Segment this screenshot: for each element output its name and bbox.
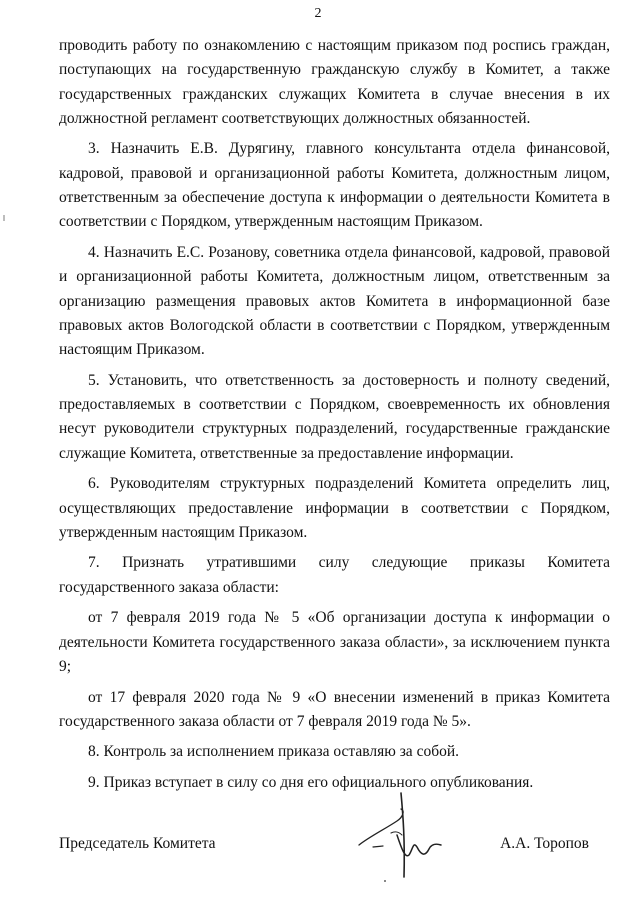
handwritten-signature <box>355 785 450 885</box>
paragraph-item-3: 3. Назначить Е.В. Дурягину, главного консультанта отдела финансовой, кадровой, правовой и организационной работы Комитета, должностным лицом, ответственным за обеспечение доступа к информации о деятельности Комитета в соответствии с Порядком, утвержденным настоящим Приказом. <box>59 140 610 231</box>
paragraph-item-9: 9. Приказ вступает в силу со дня его официального опубликования. <box>88 773 534 791</box>
page-number: 2 <box>314 6 322 21</box>
document-body <box>59 34 610 802</box>
signature-block <box>59 835 589 859</box>
paragraph-item-7: 7. Признать утратившими силу следующие приказы Комитета государственного заказа области: <box>59 554 610 596</box>
scan-margin-mark <box>3 215 5 221</box>
paragraph-item-4: 4. Назначить Е.С. Розанову, советника отдела финансовой, кадровой, правовой и организационной работы Комитета, должностным лицом, ответственным за организацию размещения правовых актов Комитета в информационной базе правовых актов Вологодской области в соответствии с Порядком, утвержденным настоящим Приказом. <box>59 243 610 359</box>
repealed-order-2: от 17 февраля 2020 года № 9 «О внесении изменений в приказ Комитета государственного заказа области от 7 февраля 2019 года № 5». <box>59 688 610 730</box>
signatory-name: А.А. Торопов <box>500 835 589 852</box>
signatory-title: Председатель Комитета <box>59 835 216 852</box>
paragraph-continuation: проводить работу по ознакомлению с настоящим приказом под роспись граждан, поступающих на государственную гражданскую службу в Комитет, а также государственных гражданских служащих Комитета в случае внесения в их должностной регламент соответствующих должностных обязанностей. <box>59 37 610 127</box>
paragraph-item-5: 5. Установить, что ответственность за достоверность и полноту сведений, предоставляемых в соответствии с Порядком, своевременность их обновления несут руководители структурных подразделений, государственные гражданские служащие Комитета, ответственные за предоставление информации. <box>59 371 610 462</box>
paragraph-item-8: 8. Контроль за исполнением приказа оставляю за собой. <box>88 743 460 761</box>
paragraph-item-6: 6. Руководителям структурных подразделений Комитета определить лиц, осуществляющих предоставление информации в соответствии с Порядком, утвержденным настоящим Приказом. <box>59 475 610 541</box>
repealed-order-1: от 7 февраля 2019 года № 5 «Об организации доступа к информации о деятельности Комитета государственного заказа области», за исключением пункта 9; <box>59 609 610 675</box>
